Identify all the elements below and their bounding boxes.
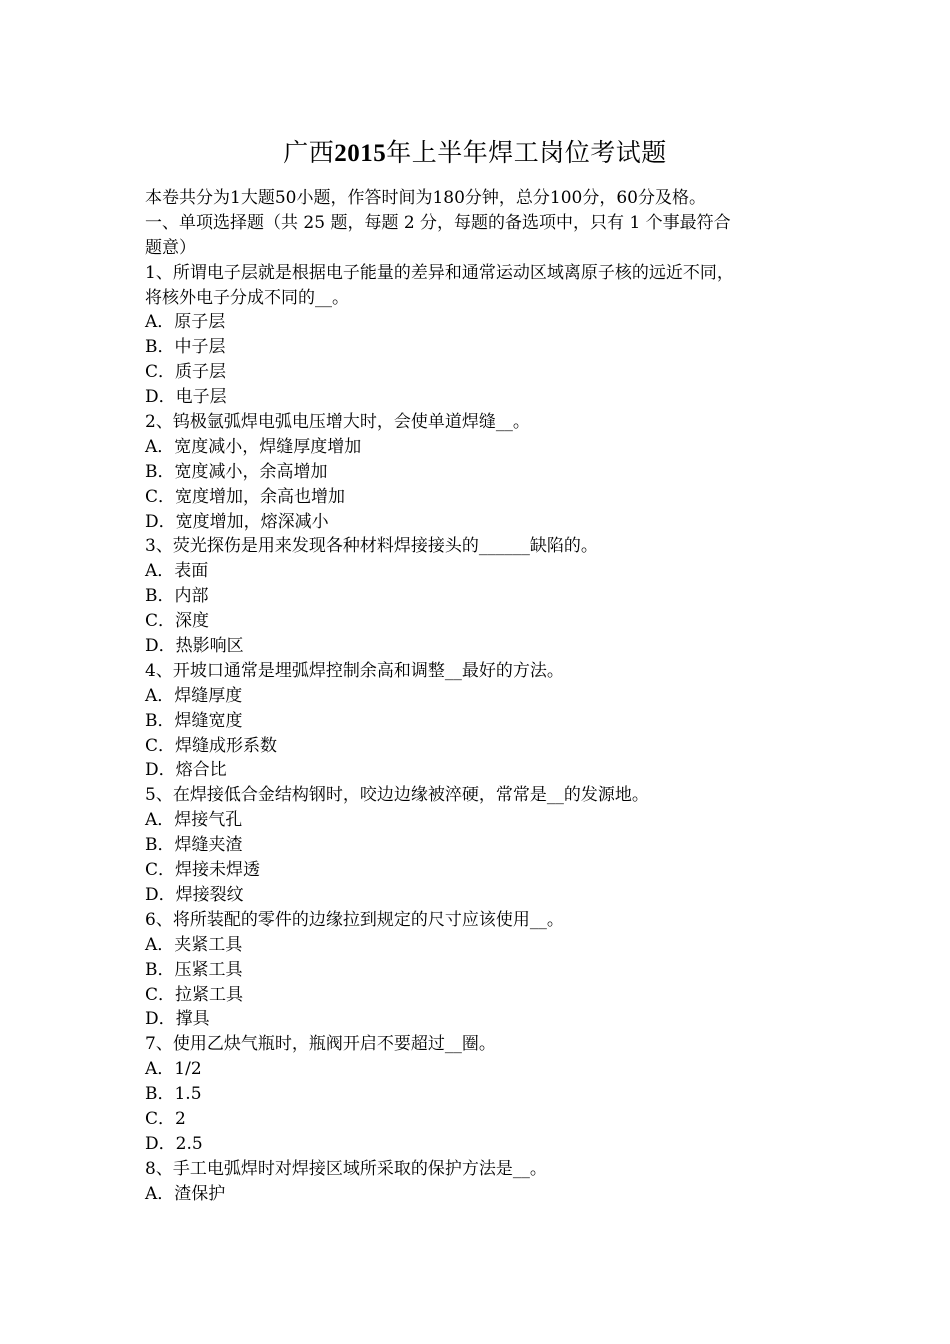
question-text: 2、钨极氩弧焊电弧电压增大时，会使单道焊缝__。 <box>145 412 530 433</box>
answer-option: C．质子层 <box>145 362 227 383</box>
answer-option: A．表面 <box>145 561 209 582</box>
document-title <box>0 136 950 171</box>
answer-option: A．焊缝厚度 <box>145 685 243 706</box>
answer-option: A．焊接气孔 <box>145 810 243 831</box>
answer-option: D．电子层 <box>145 387 227 408</box>
answer-option: B．内部 <box>145 586 209 607</box>
title-year: 2015 <box>334 140 387 167</box>
answer-option: C．焊缝成形系数 <box>145 735 278 756</box>
question-4 <box>145 659 815 783</box>
answer-option: C．深度 <box>145 611 210 632</box>
answer-option: D．撑具 <box>145 1009 210 1030</box>
answer-option: D．宽度增加，熔深减小 <box>145 511 329 532</box>
section-heading: 一、单项选择题（共 25 题，每题 2 分，每题的备选项中，只有 1 个事最符合 <box>145 212 731 233</box>
answer-option: B．1.5 <box>145 1084 202 1105</box>
answer-option: B．宽度减小，余高增加 <box>145 461 328 482</box>
answer-option: A．夹紧工具 <box>145 934 243 955</box>
question-text: 3、荧光探伤是用来发现各种材料焊接接头的______缺陷的。 <box>145 536 598 557</box>
answer-option: D．焊接裂纹 <box>145 884 244 905</box>
question-3 <box>145 534 815 658</box>
question-2 <box>145 410 815 534</box>
question-text: 将核外电子分成不同的__。 <box>145 287 349 308</box>
answer-option: B．焊缝宽度 <box>145 710 243 731</box>
answer-option: A．1/2 <box>145 1059 202 1080</box>
answer-option: A．原子层 <box>145 312 226 333</box>
answer-option: A．渣保护 <box>145 1183 226 1204</box>
question-6 <box>145 908 815 1032</box>
answer-option: D．2.5 <box>145 1133 203 1154</box>
section-heading-continued: 题意） <box>145 237 196 258</box>
answer-option: D．熔合比 <box>145 760 227 781</box>
answer-option: B．压紧工具 <box>145 959 243 980</box>
answer-option: C．2 <box>145 1108 186 1129</box>
title-prefix: 广西 <box>283 138 335 167</box>
question-list <box>145 261 815 1207</box>
exam-intro: 本卷共分为1大题50小题，作答时间为180分钟，总分100分，60分及格。 <box>145 188 706 208</box>
answer-option: C．焊接未焊透 <box>145 860 261 881</box>
question-text: 6、将所装配的零件的边缘拉到规定的尺寸应该使用__。 <box>145 909 564 930</box>
answer-option: D．热影响区 <box>145 636 244 657</box>
question-8 <box>145 1157 815 1207</box>
question-text: 7、使用乙炔气瓶时，瓶阀开启不要超过__圈。 <box>145 1034 496 1055</box>
document-body <box>145 186 815 1207</box>
answer-option: C．宽度增加，余高也增加 <box>145 486 346 507</box>
question-text: 8、手工电弧焊时对焊接区域所采取的保护方法是__。 <box>145 1158 547 1179</box>
answer-option: B．中子层 <box>145 337 226 358</box>
answer-option: C．拉紧工具 <box>145 984 244 1005</box>
question-text: 5、在焊接低合金结构钢时，咬边边缘被淬硬，常常是__的发源地。 <box>145 785 649 806</box>
answer-option: A．宽度减小，焊缝厚度增加 <box>145 436 362 457</box>
question-text: 4、开坡口通常是埋弧焊控制余高和调整__最好的方法。 <box>145 660 564 681</box>
answer-option: B．焊缝夹渣 <box>145 835 243 856</box>
question-5 <box>145 783 815 907</box>
question-1 <box>145 261 815 410</box>
question-7 <box>145 1032 815 1156</box>
title-suffix: 年上半年焊工岗位考试题 <box>386 138 667 167</box>
question-text: 1、所谓电子层就是根据电子能量的差异和通常运动区域离原子核的远近不同， <box>145 262 734 283</box>
